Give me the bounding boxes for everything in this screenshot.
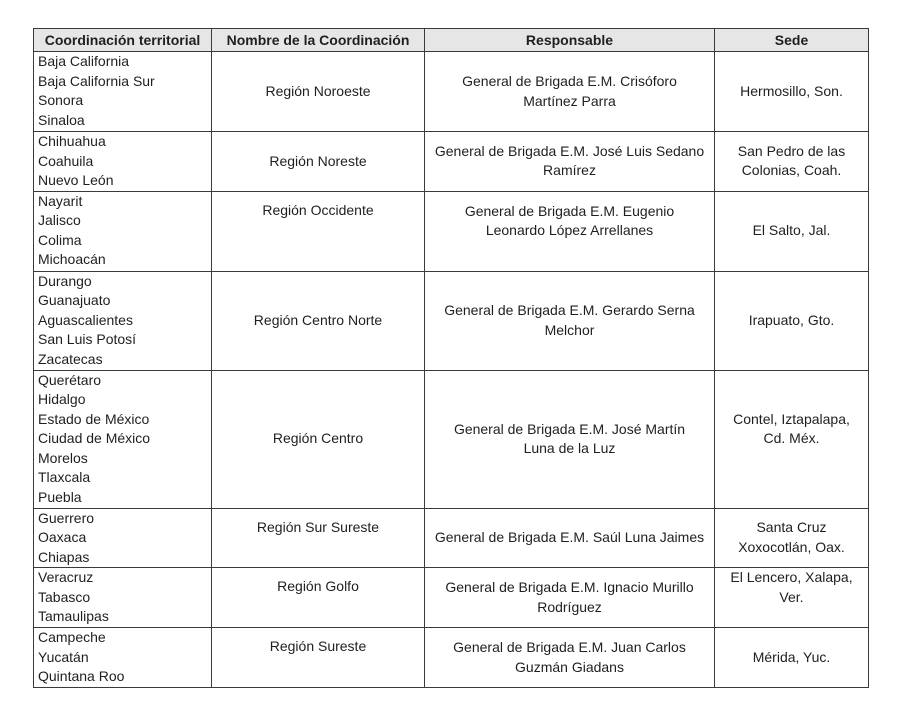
table-body — [34, 52, 869, 688]
table-row — [34, 132, 869, 192]
states-cell — [34, 508, 212, 568]
coordination-name: Región Noroeste — [265, 82, 371, 99]
states-cell — [34, 191, 212, 271]
state-name: Yucatán — [38, 648, 89, 665]
responsable-cell — [425, 271, 715, 370]
header-sede: Sede — [715, 29, 869, 52]
state-name: Hidalgo — [38, 391, 86, 407]
coordination-name: Región Centro — [272, 430, 364, 447]
state-name: Ciudad de México — [38, 430, 151, 446]
states-cell — [34, 568, 212, 628]
state-name: Sinaloa — [38, 111, 85, 128]
state-name: Estado de México — [38, 410, 150, 427]
coordination-name-cell — [212, 271, 425, 370]
state-name: Colima — [38, 231, 82, 248]
state-name: Veracruz — [38, 569, 94, 585]
state-name: Morelos — [38, 449, 88, 466]
state-name: Guanajuato — [38, 292, 111, 308]
coordination-name-cell — [212, 191, 425, 271]
header-responsable: Responsable — [425, 29, 715, 52]
responsable-cell — [425, 191, 715, 271]
states-cell — [34, 628, 212, 688]
state-name: Aguascalientes — [38, 311, 133, 328]
table-row — [34, 568, 869, 628]
responsable-cell — [425, 52, 715, 132]
state-name: Tabasco — [38, 588, 91, 605]
sede-line: Colonias, Coah. — [741, 162, 842, 179]
table-row — [34, 628, 869, 688]
responsable-line: Leonardo López Arrellanes — [485, 222, 654, 238]
states-cell — [34, 271, 212, 370]
state-name: Zacatecas — [38, 350, 103, 367]
sede-cell — [715, 52, 869, 132]
sede-line: Hermosillo, Son. — [740, 82, 843, 99]
table-header-row — [34, 29, 869, 52]
sede-cell — [715, 628, 869, 688]
responsable-line: Guzmán Giadans — [515, 658, 624, 675]
sede-cell — [715, 132, 869, 192]
responsable-line: Ramírez — [543, 162, 596, 179]
coordination-name: Región Golfo — [277, 578, 359, 594]
coordination-name-cell — [212, 52, 425, 132]
coordination-name-cell — [212, 568, 425, 628]
state-name: Tlaxcala — [38, 469, 91, 485]
sede-line: Contel, Iztapalapa, — [733, 410, 850, 427]
sede-line: Ver. — [779, 588, 804, 605]
coordination-table — [33, 28, 869, 688]
sede-line: Irapuato, Gto. — [748, 311, 835, 328]
sede-line: El Lencero, Xalapa, — [730, 569, 853, 585]
state-name: Sonora — [38, 92, 84, 108]
responsable-line: General de Brigada E.M. Juan Carlos — [453, 639, 686, 655]
responsable-cell — [425, 132, 715, 192]
state-name: Baja California — [38, 53, 130, 69]
states-cell — [34, 132, 212, 192]
state-name: Chihuahua — [38, 133, 106, 149]
responsable-line: General de Brigada E.M. Saúl Luna Jaimes — [434, 529, 705, 545]
state-name: Puebla — [38, 488, 82, 505]
sede-cell — [715, 370, 869, 508]
responsable-line: General de Brigada E.M. José Martín — [453, 420, 686, 437]
table-row — [34, 52, 869, 132]
state-name: Querétaro — [38, 371, 102, 388]
responsable-line: Rodríguez — [537, 598, 602, 615]
state-name: Quintana Roo — [38, 668, 125, 684]
state-name: Coahuila — [38, 152, 94, 169]
state-name: Tamaulipas — [38, 608, 109, 624]
coordination-name: Región Centro Norte — [253, 311, 383, 328]
state-name: Jalisco — [38, 212, 81, 228]
responsable-cell — [425, 628, 715, 688]
state-name: Chiapas — [38, 548, 90, 565]
sede-cell — [715, 191, 869, 271]
table-row — [34, 271, 869, 370]
state-name: Campeche — [38, 629, 106, 645]
coordination-name: Región Sureste — [269, 638, 367, 654]
coordination-name-cell — [212, 132, 425, 192]
sede-line: Santa Cruz — [756, 519, 827, 536]
sede-line: Mérida, Yuc. — [752, 648, 831, 665]
state-name: Durango — [38, 272, 92, 289]
responsable-line: General de Brigada E.M. Gerardo Serna — [444, 302, 695, 318]
responsable-line: General de Brigada E.M. Crisóforo — [462, 73, 677, 89]
responsable-cell — [425, 508, 715, 568]
header-nombre-coordinacion: Nombre de la Coordinación — [212, 29, 425, 52]
state-name: Nuevo León — [38, 172, 114, 188]
responsable-cell — [425, 568, 715, 628]
state-name: Guerrero — [38, 509, 95, 526]
coordination-name: Región Noreste — [269, 152, 367, 169]
responsable-line: General de Brigada E.M. Eugenio — [464, 202, 675, 219]
sede-line: San Pedro de las — [737, 142, 846, 159]
table-row — [34, 508, 869, 568]
coordination-name-cell — [212, 508, 425, 568]
coordination-name-cell — [212, 628, 425, 688]
sede-cell — [715, 568, 869, 628]
state-name: Oaxaca — [38, 529, 87, 545]
responsable-line: Martínez Parra — [523, 92, 616, 109]
coordination-name-cell — [212, 370, 425, 508]
responsable-line: General de Brigada E.M. Ignacio Murillo — [445, 579, 694, 595]
sede-cell — [715, 508, 869, 568]
header-coordinacion-territorial: Coordinación territorial — [34, 29, 212, 52]
responsable-line: Luna de la Luz — [523, 440, 616, 456]
sede-line: El Salto, Jal. — [752, 222, 831, 239]
state-name: Baja California Sur — [38, 72, 155, 89]
table-row — [34, 370, 869, 508]
sede-line: Cd. Méx. — [763, 430, 820, 446]
states-cell — [34, 370, 212, 508]
responsable-line: General de Brigada E.M. José Luis Sedano — [434, 142, 705, 159]
state-name: San Luis Potosí — [38, 331, 137, 347]
responsable-cell — [425, 370, 715, 508]
state-name: Michoacán — [38, 251, 106, 267]
responsable-line: Melchor — [544, 321, 595, 338]
sede-line: Xoxocotlán, Oax. — [738, 538, 845, 555]
table-row — [34, 191, 869, 271]
state-name: Nayarit — [38, 192, 83, 209]
coordination-name: Región Occidente — [262, 201, 374, 218]
sede-cell — [715, 271, 869, 370]
states-cell — [34, 52, 212, 132]
coordination-name: Región Sur Sureste — [256, 518, 380, 535]
